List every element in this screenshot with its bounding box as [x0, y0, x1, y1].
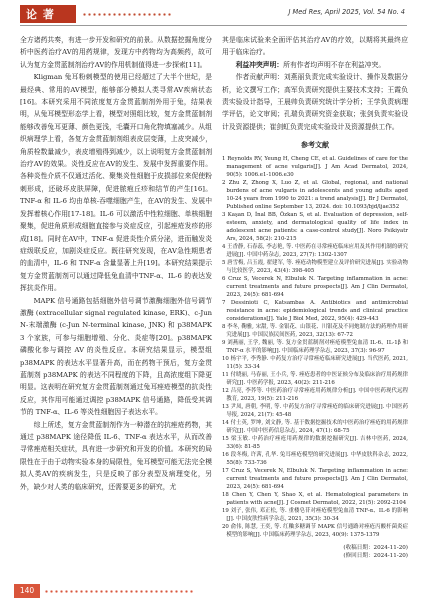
header-divider: [20, 25, 407, 26]
references-heading: 参考文献: [301, 141, 329, 150]
section-title: 论 著: [26, 8, 55, 21]
conflict-statement: [222, 59, 408, 71]
body-paragraph: MAPK 信号通路包括细胞外信号调节激酶细胞外信号调节激酶 (extracellular signal regulated kinase, ERK)、c-Jun N-末端激酶 (c-Jun N-terminal kinase, JNK) 和 p38MAPK 3 个家族，可参与细胞增殖、分化、炎症等[20]。p38MAPK 磷酸化参与调控 AV 的炎性反应。本研究结果显示，模型组 p38MAPK 的表达水平显著升高，而在药物干预后，复方金贯蓝制剂 p38MAPK 的表达不同程度的下降，且高浓度组下降更明显。这表明在研究复方金贯蓝制剂通过兔耳痤疮模型的抗炎性反应，其作用可能通过调控 p38MAPK 信号通路，降低受其调节的 TNF-α、IL-6 等炎性细胞因子表达水平。: [20, 296, 212, 417]
received-date: (收稿日期：2024-11-20): [343, 544, 408, 551]
body-paragraph: Kligman 兔耳粉刺模型的使用已经超过了大半个世纪，是最经典、常用的AV模型，能够部分模拟人类寻常AV疾病状态[16]。本研究采用不同浓度复方金贯蓝制剂外用于兔，结果表明，从兔耳模型形态学上看，模型对照组比较，复方金贯蓝制剂能够改善兔耳更薄、颜色更浅，毛囊开口角化物填塞减少。从组织病理学上看，各复方金贯蓝制剂组表皮层变薄，上皮突减少，角质栓数量减少，表皮增殖得到减少，以上说明复方金贯蓝制剂治疗AV的效果。炎性反应在AV的发生、发展中发挥重要作用。各种炎性介质不仅通过活化、聚集炎性细胞于皮损部位来促使粉刺形成，还破坏皮肤屏障，促进脓疱丘疹和结节的产生[16]。TNF-α 和 IL-6 均由单核-吞噬细胞产生，在AV的发生、发展中发挥着核心作用[17-18]。IL-6 可以激活中性粒细胞、单核细胞聚集，促进角质形成细胞直接参与炎症反应，引起痤疮发疹的形成[18]。同时在AV中，TNF-α 促进炎性介质分泌，进而触发炎症级联反应，加剧炎症反应。既往研究发现，在AV急性期患者的血清中，IL-6 和 TNF-α 含量显著上升[19]。本研究结果提示复方金贯蓝制剂可以通过降低兔血清中TNF-α、IL-6 的表达发挥抗炎作用。: [20, 73, 212, 293]
reference-item: 20 俞伟, 陈慧, 王奕, 等. 红粬多糖调节 MAPK 信号通路对痤疮丙酸杆菌炎症模型的影响[J]. 中国临床药理学杂志, 2023, 40(9): 1375-1379: [222, 523, 408, 538]
reference-item: 11 付晓丽, 马春丽, 王小兵, 等. 痤疮患者的中医证候分布及临床治疗用药规律研究[J]. 中医药学报, 2023, 40(2): 211-216: [222, 371, 408, 386]
footer-dot-rule: [44, 590, 194, 593]
revised-date: (修回日期：2024-11-20): [343, 552, 408, 559]
left-column: [20, 34, 212, 493]
reference-item: 9 刘燕丽, 王学, 魏丽, 等. 复方金贯蓝制剂对痤疮模型兔血清 IL-6、IL-1β 和 TNF-α 水平的影响[J]. 中国临床药理学杂志, 2023, 37(3): 96-97: [222, 339, 408, 354]
reference-item: 18 Chen Y, Chen Y, Shao X, et al. Hematological parameters in patients with acne[J]. J Cosmet Dermatol, 2022, 21(5): 2092-2104: [222, 491, 408, 506]
reference-item: 2 Zhu Z, Zhong X, Luo Z, et al. Global, regional, and national burdens of acne vulgaris in adolescents and young adults aged 10-24 years from 1990 to 2021: a trend analysis[J]. Br J Dermatol, Published online September 13, 2024. doi: 10.1093/bjd/ljae352: [222, 179, 408, 210]
reference-item: 8 李冬, 鞠雅, 宋甜, 等. 金银花、山银花、川银花及不同炮制方法的药理作用研究进展[J]. 中国民族民间医药, 2023, 32(13): 67-72: [222, 323, 408, 338]
reference-item: 12 吕亮, 李荞等. 中医药治疗寻常痤疮用药规律分析[J]. 中国中医药现代远程教育, 2023, 19(5): 211-216: [222, 387, 408, 402]
reference-item: 13 尹凤, 唐朝, 李明, 等. 中药复方治疗寻常痤疮的临床研究进展[J]. 中国医药导报, 2024, 21(7): 45-48: [222, 403, 408, 418]
header-dot-rule: [82, 13, 172, 16]
page-header: [0, 0, 427, 26]
body-paragraph: 全方诸药共奏，有进一步开发和研究的前景。从数据挖掘角度分析中医药治疗AV的用药规律，发现方中药物均为高频药，故可认为复方金贯蓝制剂治疗AV的作用机制值得进一步探索[11]。: [20, 36, 212, 69]
reference-item: 15 梁玉敏. 中药治疗痤疮用药规律的数据挖掘研究[J]. 吉林中医药, 2024, 33(6): 81-85: [222, 435, 408, 450]
reference-item: 19 刘子, 张伟, 邓正松, 等. 重楼皂苷对痤疮模型兔血清 TNF-α、IL-6 的影响[J]. 中国皮肤性病学杂志, 2021, 35(3): 30-34: [222, 507, 408, 522]
reference-item: 14 付士英, 罗坤, 刘文静, 等. 基于数据挖掘技术的中医药治疗痤疮的用药规律研究[J]. 中国中医药信息杂志, 2024, 47(1): 68-75: [222, 419, 408, 434]
reference-item: 7 Dessinioti C, Katsambas A. Antibiotics and antimicrobial resistance in acne: epidemiological trends and clinical practice considerations[J]. Yale J Biol Med, 2022, 95(4): 429-443: [222, 299, 408, 322]
author-contribution: 作者贡献声明：刘燕丽负责完成实验设计、操作及数据分析，论文撰写工作；高军负责研究提供主要技术支持；王霞负责实验设计指导，王晨帅负责研究统计学分析；王学负责病理学评估，论文审阅；孔瑞负责研究资金获取；张剑负责实验设计及资源提供；崔剑虹负责完成实验设计及资源提供工作。: [222, 73, 408, 131]
reference-item: 10 杨宇平, 李秀静. 中药复方治疗寻常痤疮临床研究进展[J]. 当代医药, 2021, 11(5): 33-34: [222, 355, 408, 370]
reference-item: 16 段冬梅, 许茜, 孔华. 兔耳痤疮模型的研究进展[J]. 中华皮肤科杂志, 2022, 55(8): 733-736: [222, 451, 408, 466]
body-paragraph: 其是临床试验来全面评估其治疗AV的疗效，以期将其最终应用于临床治疗。: [222, 36, 408, 57]
dates-block: [222, 544, 408, 560]
reference-item: 17 Cruz S, Vecerek N, Elbuluk N. Targeting inflammation in acne: current treatments and future prospects[J]. Am J Clin Dermatol, 2023, 24(5): 681-694: [222, 467, 408, 490]
body-paragraph: 综上所述，复方金贯蓝制剂作为一种潜在的抗痤疮药物，其通过 p38MAPK 途径降低 IL-6、TNF-α 表达水平，从而改善寻常痤疮相关症状，具有进一步研究和开发的价值。本研究的局限性在于由于动物实验本身的局限性，兔耳模型可能无法完全模拟人类AV的疾病发生，只是反映了部分表型及病理变化，另外，缺少对人类的临床研究，还需要更多的研究，尤: [20, 420, 212, 491]
conflict-text: 所有作者均声明不存在利益冲突。: [283, 60, 386, 69]
conflict-label: 利益冲突声明：: [235, 60, 284, 69]
page-number: 140: [14, 584, 40, 598]
reference-list: [222, 155, 408, 539]
reference-item: 5 唐雪梅, 吕玉霞, 翟建军, 等. 痤疮动物模型建立及评价研究进展[J]. 实验动物与比较医学, 2023, 43(4): 398-405: [222, 259, 408, 274]
right-column: [222, 34, 408, 560]
journal-citation: J Med Res, April 2025, Vol. 54 No. 4: [288, 8, 405, 16]
reference-item: 3 Kaşan D, İnal BB, Özkan S, et al. Evaluation of depression, self-esteem, anxiety, and dermatological quality of life index in adolescent acne patients: a case-control study[J]. Noro Psikiyatr Ars, 2024, 58(2): 210-215: [222, 211, 408, 242]
reference-item: 4 王香静, 石春蕊, 李志艳, 等. 中医药在寻常痤疮临床应用及其作用机制的研究进展[J]. 中国中药杂志, 2023, 27(7): 1302-1307: [222, 243, 408, 258]
reference-item: 1 Reynolds RV, Yeung H, Cheng CE, et al. Guidelines of care for the management of acne vulgaris[J]. J Am Acad Dermatol, 2024, 90(5): 1006.e1-1006.e30: [222, 155, 408, 178]
reference-item: 6 Cruz S, Vecerek N, Elbuluk N. Targeting inflammation in acne: current treatments and future prospects[J]. Am J Clin Dermatol, 2023, 24(5): 681-694: [222, 275, 408, 298]
